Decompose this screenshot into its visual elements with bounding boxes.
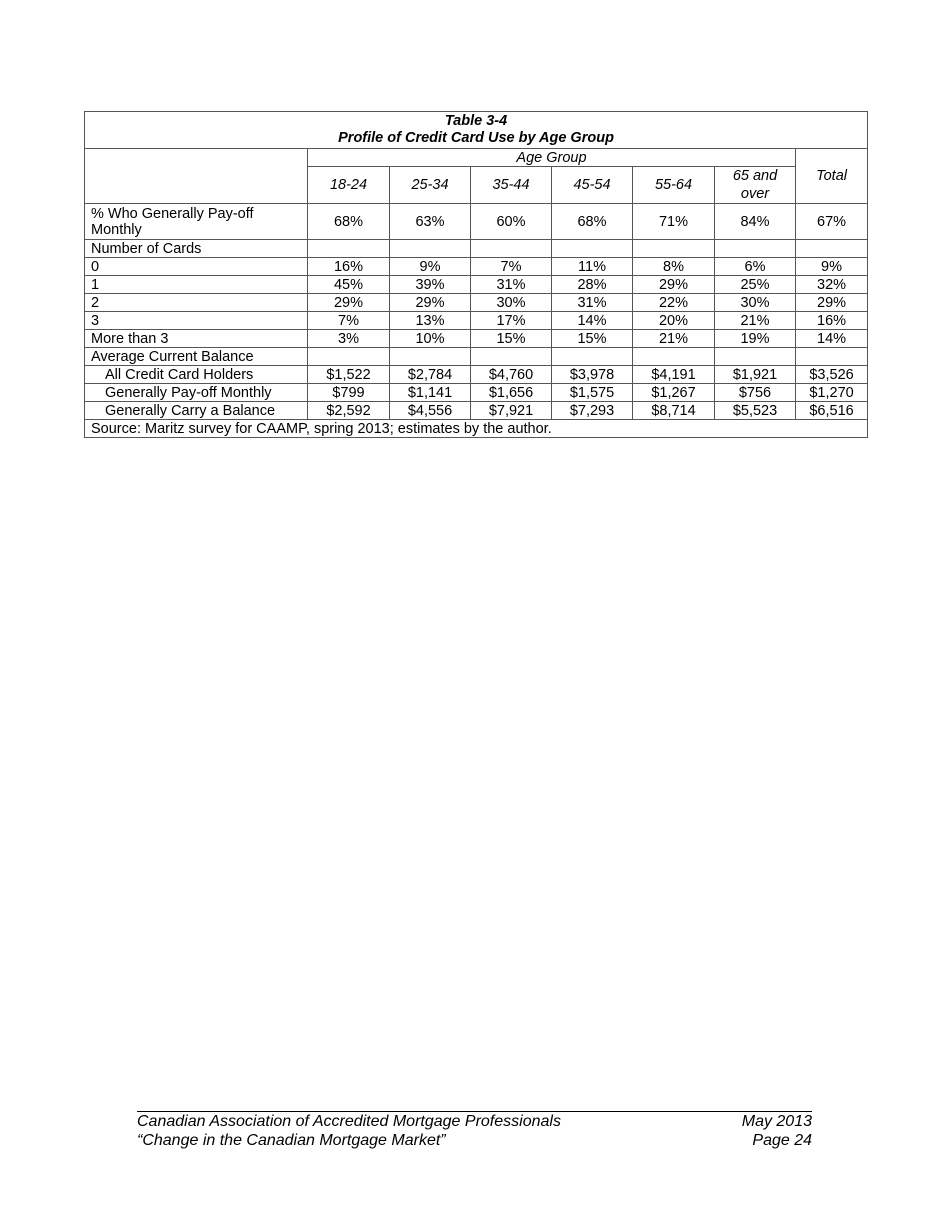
table-cell: 30%	[715, 294, 796, 312]
source-note: Source: Maritz survey for CAAMP, spring 2013; estimates by the author.	[85, 420, 868, 438]
table-cell: 7%	[308, 312, 390, 330]
column-header: 55-64	[633, 167, 715, 204]
table-cell: 32%	[796, 276, 868, 294]
table-title: Table 3-4 Profile of Credit Card Use by Age Group	[85, 112, 868, 149]
row-label: Number of Cards	[85, 240, 308, 258]
table-row	[85, 348, 868, 366]
table-cell: 29%	[390, 294, 471, 312]
table-cell	[796, 348, 868, 366]
table-cell: 31%	[471, 276, 552, 294]
table-cell: $1,267	[633, 384, 715, 402]
table-cell: 16%	[308, 258, 390, 276]
table-cell: 68%	[552, 204, 633, 240]
table-cell: $4,191	[633, 366, 715, 384]
table-cell: $799	[308, 384, 390, 402]
table-cell: 63%	[390, 204, 471, 240]
table-cell: $1,141	[390, 384, 471, 402]
table-cell: 17%	[471, 312, 552, 330]
table-cell: 68%	[308, 204, 390, 240]
table-cell: 8%	[633, 258, 715, 276]
column-header: 65 and over	[715, 167, 796, 204]
table-cell	[390, 348, 471, 366]
table-cell: 22%	[633, 294, 715, 312]
table-cell: $4,760	[471, 366, 552, 384]
row-label: More than 3	[85, 330, 308, 348]
table-row	[85, 276, 868, 294]
table-cell: $5,523	[715, 402, 796, 420]
row-label: All Credit Card Holders	[85, 366, 308, 384]
table-cell: $1,656	[471, 384, 552, 402]
table-cell: 7%	[471, 258, 552, 276]
table-cell	[715, 240, 796, 258]
table-cell: 9%	[796, 258, 868, 276]
table-cell: 6%	[715, 258, 796, 276]
column-header: Total	[796, 149, 868, 204]
table-cell: 9%	[390, 258, 471, 276]
table-cell: 13%	[390, 312, 471, 330]
table-cell: $7,293	[552, 402, 633, 420]
table-cell	[308, 240, 390, 258]
table-row	[85, 402, 868, 420]
row-label: Average Current Balance	[85, 348, 308, 366]
table-cell: $2,784	[390, 366, 471, 384]
table-cell: 15%	[471, 330, 552, 348]
column-header: 35-44	[471, 167, 552, 204]
table-cell: 30%	[471, 294, 552, 312]
table-row	[85, 258, 868, 276]
table-cell: $7,921	[471, 402, 552, 420]
table-cell: $756	[715, 384, 796, 402]
table-cell: 29%	[796, 294, 868, 312]
table-cell: 60%	[471, 204, 552, 240]
table-cell: 25%	[715, 276, 796, 294]
table-cell: 28%	[552, 276, 633, 294]
table-cell	[390, 240, 471, 258]
row-label: 1	[85, 276, 308, 294]
table-cell	[796, 240, 868, 258]
table-cell: 11%	[552, 258, 633, 276]
row-label: Generally Carry a Balance	[85, 402, 308, 420]
table-row	[85, 366, 868, 384]
table-cell: 15%	[552, 330, 633, 348]
table-cell	[471, 348, 552, 366]
column-header: 45-54	[552, 167, 633, 204]
table-row	[85, 384, 868, 402]
table-cell: 20%	[633, 312, 715, 330]
table-cell	[715, 348, 796, 366]
table-row	[85, 294, 868, 312]
table-cell: 67%	[796, 204, 868, 240]
table-cell: 45%	[308, 276, 390, 294]
table-cell: $1,921	[715, 366, 796, 384]
table-cell: 14%	[552, 312, 633, 330]
table-cell	[308, 348, 390, 366]
table-cell: $8,714	[633, 402, 715, 420]
table-cell: $2,592	[308, 402, 390, 420]
table-cell: 14%	[796, 330, 868, 348]
table-cell: 21%	[715, 312, 796, 330]
table-cell	[552, 348, 633, 366]
table-cell	[633, 240, 715, 258]
row-label: % Who Generally Pay-off Monthly	[85, 204, 308, 240]
table-row	[85, 204, 868, 240]
page-footer	[137, 1111, 812, 1150]
row-label: 3	[85, 312, 308, 330]
table-cell: $3,526	[796, 366, 868, 384]
footer-date: May 2013	[741, 1113, 812, 1130]
age-group-header: Age Group	[308, 149, 796, 167]
column-header: 18-24	[308, 167, 390, 204]
table-cell: $4,556	[390, 402, 471, 420]
footer-org: Canadian Association of Accredited Mortgage Professionals	[137, 1113, 561, 1130]
table-cell: 31%	[552, 294, 633, 312]
table-cell	[552, 240, 633, 258]
table-cell: 21%	[633, 330, 715, 348]
table-cell: $1,522	[308, 366, 390, 384]
table-cell: $1,575	[552, 384, 633, 402]
table-cell: 84%	[715, 204, 796, 240]
table-cell: 71%	[633, 204, 715, 240]
table-cell	[633, 348, 715, 366]
credit-card-profile-table	[84, 111, 868, 438]
table-cell: $1,270	[796, 384, 868, 402]
table-row	[85, 240, 868, 258]
row-label: Generally Pay-off Monthly	[85, 384, 308, 402]
table-cell: 29%	[308, 294, 390, 312]
table-cell: 39%	[390, 276, 471, 294]
header-blank	[85, 149, 308, 204]
table-row	[85, 312, 868, 330]
column-header: 25-34	[390, 167, 471, 204]
row-label: 0	[85, 258, 308, 276]
footer-report: “Change in the Canadian Mortgage Market”	[137, 1132, 446, 1149]
table-cell: $3,978	[552, 366, 633, 384]
footer-page: Page 24	[752, 1132, 812, 1149]
table-cell: 16%	[796, 312, 868, 330]
table-cell: 10%	[390, 330, 471, 348]
table-row	[85, 330, 868, 348]
row-label: 2	[85, 294, 308, 312]
table-cell: $6,516	[796, 402, 868, 420]
table-cell: 29%	[633, 276, 715, 294]
table-cell	[471, 240, 552, 258]
table-cell: 3%	[308, 330, 390, 348]
table-cell: 19%	[715, 330, 796, 348]
